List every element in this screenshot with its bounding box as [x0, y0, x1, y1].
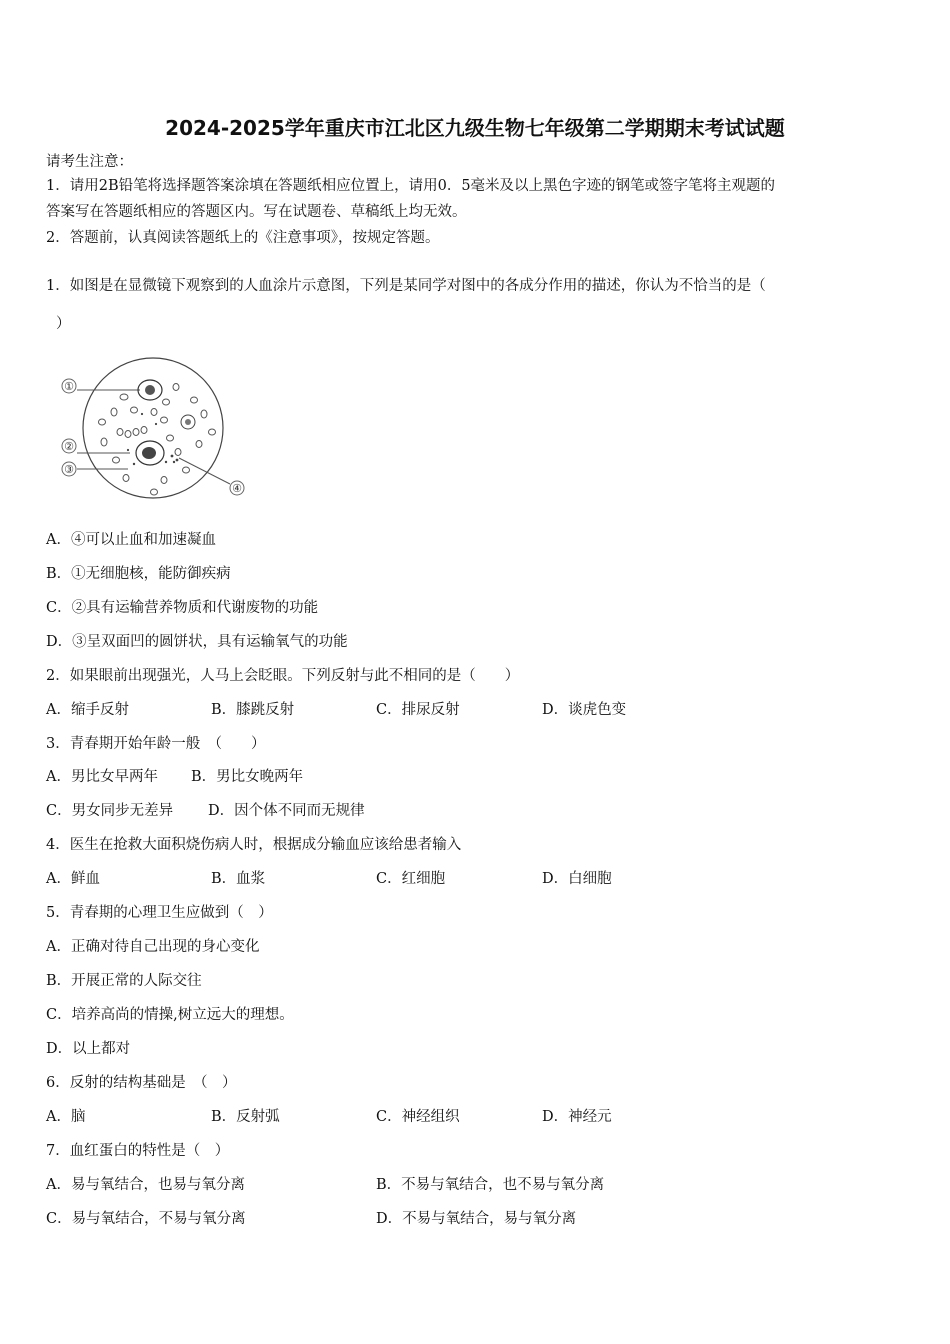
figure-label-1: ①	[64, 380, 74, 393]
question-7-option-a: A．易与氧结合，也易与氧分离	[46, 1177, 245, 1193]
question-1-stem-end: ）	[56, 316, 71, 332]
notice-line-1: 1．请用2B铅笔将选择题答案涂填在答题纸相应位置上，请用0．5毫米及以上黑色字迹的钢笔或签字笔将主观题的	[46, 178, 776, 194]
question-3-option-d: D．因个体不同而无规律	[208, 803, 365, 819]
figure-label-4: ④	[232, 482, 242, 495]
question-2-option-b: B．膝跳反射	[211, 702, 295, 718]
question-3-stem: 3．青春期开始年龄一般 （ ）	[46, 736, 266, 752]
question-4-option-d: D．白细胞	[542, 871, 612, 887]
notice-line-1b: 答案写在答题纸相应的答题区内。写在试题卷、草稿纸上均无效。	[46, 204, 467, 220]
question-4-option-b: B．血浆	[211, 871, 266, 887]
question-2-option-a: A．缩手反射	[46, 702, 129, 718]
question-1-stem: 1．如图是在显微镜下观察到的人血涂片示意图，下列是某同学对图中的各成分作用的描述，你认为不恰当的是（	[46, 278, 766, 294]
question-1-option-a: A．④可以止血和加速凝血	[46, 532, 216, 548]
figure-label-3: ③	[64, 463, 74, 476]
question-5-option-a: A．正确对待自己出现的身心变化	[46, 939, 260, 955]
question-6-option-d: D．神经元	[542, 1109, 612, 1125]
question-7-option-c: C．易与氧结合，不易与氧分离	[46, 1211, 246, 1227]
notice-heading: 请考生注意：	[46, 154, 133, 170]
question-2-option-c: C．排尿反射	[376, 702, 460, 718]
question-4-option-c: C．红细胞	[376, 871, 446, 887]
question-2-option-d: D．谈虎色变	[542, 702, 627, 718]
question-5-option-b: B．开展正常的人际交往	[46, 973, 202, 989]
question-6-option-b: B．反射弧	[211, 1109, 280, 1125]
question-2-stem: 2．如果眼前出现强光，人马上会眨眼。下列反射与此不相同的是（ ）	[46, 668, 520, 684]
question-1-option-d: D．③呈双面凹的圆饼状，具有运输氧气的功能	[46, 634, 348, 650]
question-3-option-c: C．男女同步无差异	[46, 803, 174, 819]
question-7-option-d: D．不易与氧结合，易与氧分离	[376, 1211, 577, 1227]
question-7-stem: 7．血红蛋白的特性是（ ）	[46, 1143, 230, 1159]
question-1-option-c: C．②具有运输营养物质和代谢废物的功能	[46, 600, 319, 616]
question-6-option-a: A．脑	[46, 1109, 86, 1125]
question-7-option-b: B．不易与氧结合，也不易与氧分离	[376, 1177, 605, 1193]
question-6-stem: 6．反射的结构基础是 （ ）	[46, 1075, 237, 1091]
question-3-option-b: B．男比女晚两年	[191, 769, 304, 785]
question-5-option-c: C．培养高尚的情操,树立远大的理想。	[46, 1007, 294, 1023]
notice-line-2: 2．答题前，认真阅读答题纸上的《注意事项》，按规定答题。	[46, 230, 440, 246]
figure-label-2: ②	[64, 440, 74, 453]
page-title: 2024-2025学年重庆市江北区九级生物七年级第二学期期末考试试题	[165, 116, 785, 140]
question-5-stem: 5．青春期的心理卫生应做到（ ）	[46, 905, 273, 921]
question-5-option-d: D．以上都对	[46, 1041, 131, 1057]
question-1-option-b: B．①无细胞核，能防御疾病	[46, 566, 231, 582]
question-4-option-a: A．鲜血	[46, 871, 100, 887]
question-4-stem: 4．医生在抢救大面积烧伤病人时，根据成分输血应该给患者输入	[46, 837, 462, 853]
question-3-option-a: A．男比女早两年	[46, 769, 158, 785]
question-6-option-c: C．神经组织	[376, 1109, 460, 1125]
blood-smear-figure	[54, 352, 254, 508]
